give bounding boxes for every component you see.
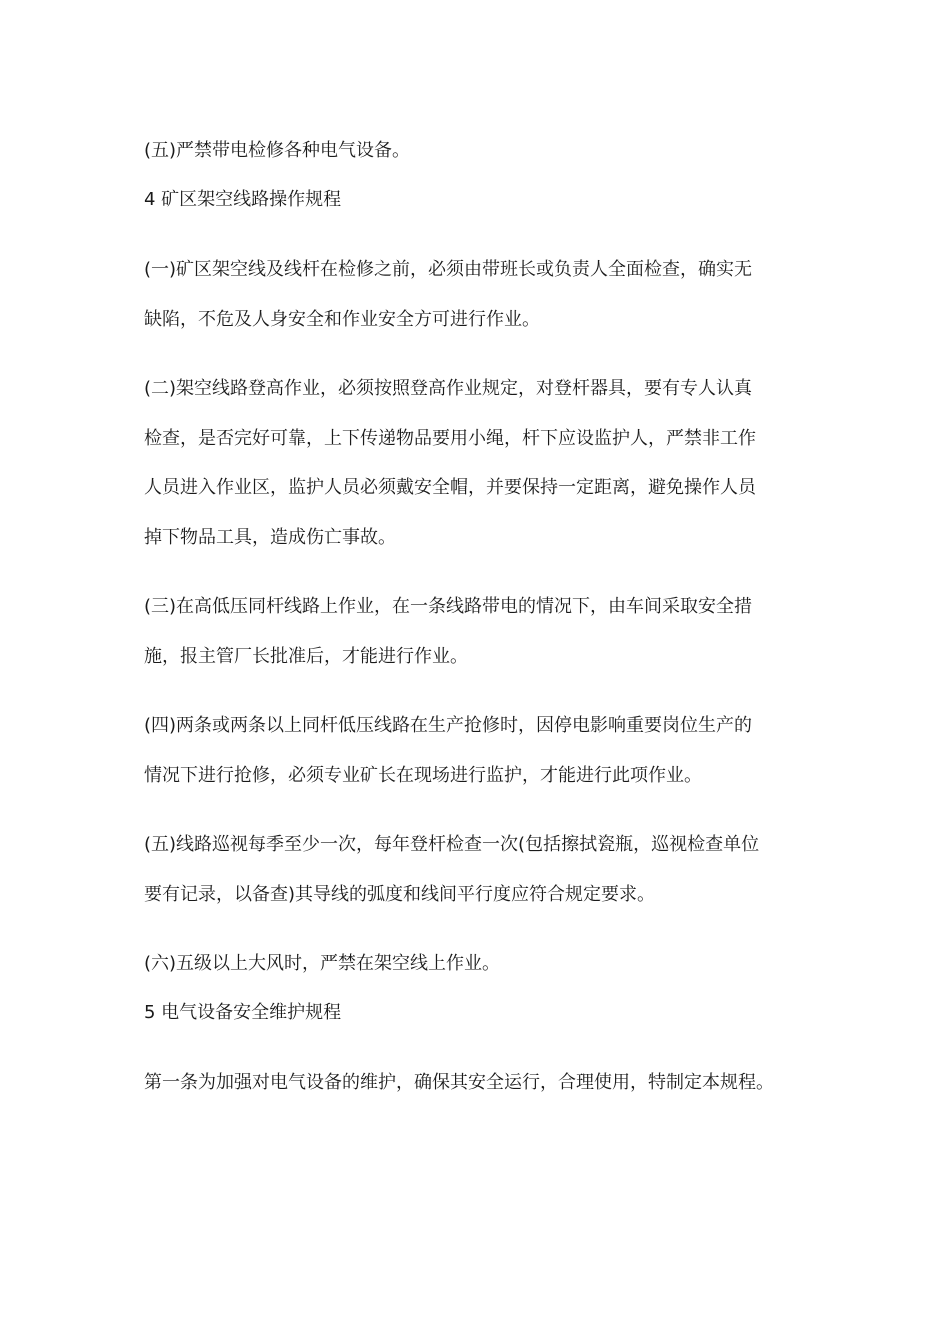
paragraph-line: 缺陷，不危及人身安全和作业安全方可进行作业。 bbox=[144, 309, 540, 330]
paragraph-line: 要有记录，以备查)其导线的弧度和线间平行度应符合规定要求。 bbox=[144, 884, 656, 905]
paragraph-line: 检查，是否完好可靠，上下传递物品要用小绳，杆下应设监护人，严禁非工作 bbox=[144, 428, 756, 449]
paragraph-line: 情况下进行抢修，必须专业矿长在现场进行监护，才能进行此项作业。 bbox=[144, 765, 702, 786]
paragraph-line: (五)线路巡视每季至少一次，每年登杆检查一次(包括擦拭瓷瓶，巡视检查单位 bbox=[144, 834, 760, 855]
paragraph-line: 掉下物品工具，造成伤亡事故。 bbox=[144, 527, 396, 548]
paragraph-line: (一)矿区架空线及线杆在检修之前，必须由带班长或负责人全面检查，确实无 bbox=[144, 259, 753, 280]
section-heading-4: 4 矿区架空线路操作规程 bbox=[144, 189, 342, 210]
section-heading-5: 5 电气设备安全维护规程 bbox=[144, 1002, 342, 1023]
paragraph-line: 施，报主管厂长批准后，才能进行作业。 bbox=[144, 646, 468, 667]
paragraph-line: 人员进入作业区，监护人员必须戴安全帽，并要保持一定距离，避免操作人员 bbox=[144, 477, 756, 498]
paragraph-item-5-no-live-maintenance: (五)严禁带电检修各种电气设备。 bbox=[144, 140, 411, 161]
paragraph-line: (四)两条或两条以上同杆低压线路在生产抢修时，因停电影响重要岗位生产的 bbox=[144, 715, 753, 736]
paragraph-line: (三)在高低压同杆线路上作业，在一条线路带电的情况下，由车间采取安全措 bbox=[144, 596, 753, 617]
paragraph-line: (六)五级以上大风时，严禁在架空线上作业。 bbox=[144, 953, 501, 974]
paragraph-line: 第一条为加强对电气设备的维护，确保其安全运行，合理使用，特制定本规程。 bbox=[144, 1072, 774, 1093]
paragraph-line: (二)架空线路登高作业，必须按照登高作业规定，对登杆器具，要有专人认真 bbox=[144, 378, 753, 399]
